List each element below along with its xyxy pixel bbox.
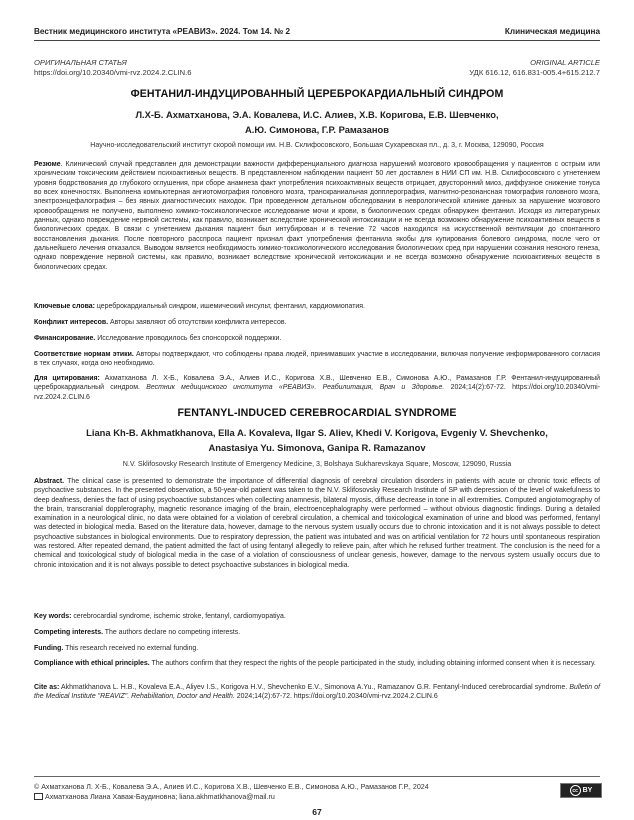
- copyright-text: © Ахматханова Л. Х-Б., Ковалева Э.А., Алиев И.С., Коригова Х.В., Шевченко Е.В., Симонова А.Ю., Рамазанов Г.Р., 2024: [34, 783, 429, 791]
- copyright-block: [34, 782, 504, 802]
- citation-ru-journal: Вестник медицинского института «РЕАВИЗ». Реабилитация, Врач и Здоровье.: [146, 384, 445, 392]
- conflict-ru-text: Авторы заявляют об отсутствии конфликта интересов.: [108, 319, 287, 326]
- header-divider: [34, 40, 600, 41]
- citation-en-journal: Bulletin of the Medical Institute "REAVIZ". Rehabilitation, Doctor and Health.: [34, 684, 600, 701]
- footer-divider: [34, 776, 600, 777]
- abstract-en-label: Abstract.: [34, 478, 65, 485]
- citation-ru-tail[interactable]: 2024;14(2):67-72. https://doi.org/10.20340/vmi-rvz.2024.2.CLIN.6: [34, 384, 600, 401]
- article-type-ru: ОРИГИНАЛЬНАЯ СТАТЬЯ: [34, 58, 127, 67]
- funding-ru-label: Финансирование.: [34, 335, 96, 342]
- doi-link[interactable]: https://doi.org/10.20340/vmi-rvz.2024.2.CLIN.6: [34, 68, 192, 77]
- conflict-ru: [34, 318, 600, 327]
- authors-ru-line1: Л.Х-Б. Ахматханова, Э.А. Ковалева, И.С. Алиев, Х.В. Коригова, Е.В. Шевченко,: [135, 109, 499, 120]
- cc-icon: cc: [570, 785, 581, 796]
- page-number: 67: [312, 807, 322, 817]
- cc-license-badge[interactable]: [560, 783, 602, 798]
- funding-en: [34, 644, 600, 653]
- ethics-en: [34, 659, 600, 668]
- authors-ru-line2: А.Ю. Симонова, Г.Р. Рамазанов: [245, 123, 389, 135]
- journal-issue: Вестник медицинского института «РЕАВИЗ». 2024. Том 14. № 2: [34, 27, 291, 36]
- article-meta: [34, 58, 600, 78]
- citation-ru-text: Ахматханова Л. Х-Б., Ковалева Э.А., Алиев И.С., Коригова Х.В., Шевченко Е.В., Симонова А.Ю., Рамазанов Г.Р. Фентанил-индуцированный цереброкардиальный синдром.: [34, 375, 601, 392]
- contact-text[interactable]: Ахматханова Лиана Хаваж-Баудиновна; liana.akhmatkhanova@mail.ru: [45, 793, 275, 801]
- mail-icon: [34, 793, 43, 800]
- running-header: [34, 27, 600, 36]
- conflict-en-label: Competing interests.: [34, 629, 103, 636]
- abstract-ru: [34, 160, 600, 272]
- funding-ru-text: Исследование проводилось без спонсорской поддержки.: [95, 335, 282, 342]
- abstract-en: [34, 477, 600, 570]
- keywords-ru-text: цереброкардиальный синдром, ишемический инсульт, фентанил, кардиомиопатия.: [94, 303, 365, 310]
- article-type-en: ORIGINAL ARTICLE: [530, 58, 600, 67]
- citation-en-label: Cite as:: [34, 684, 60, 691]
- authors-en-line1: Liana Kh-B. Akhmatkhanova, Ella A. Kovaleva, Ilgar S. Aliev, Khedi V. Korigova, Evgeniy V. Shevchenko,: [86, 427, 548, 438]
- citation-ru: [34, 374, 600, 402]
- keywords-en-label: Key words:: [34, 613, 72, 620]
- title-en: FENTANYL-INDUCED CEREBROCARDIAL SYNDROME: [177, 407, 457, 419]
- ethics-en-label: Compliance with ethical principles.: [34, 660, 150, 667]
- journal-section: Клиническая медицина: [504, 27, 600, 36]
- title-ru: ФЕНТАНИЛ-ИНДУЦИРОВАННЫЙ ЦЕРЕБРОКАРДИАЛЬНЫЙ СИНДРОМ: [130, 88, 504, 100]
- keywords-ru-label: Ключевые слова:: [34, 303, 95, 310]
- ethics-en-text: The authors confirm that they respect the rights of the people participated in the study, including obtaining informed consent when it is necessary.: [149, 660, 596, 667]
- citation-ru-label: Для цитирования:: [34, 375, 100, 382]
- ethics-ru: [34, 350, 600, 369]
- affiliation-ru: Научно-исследовательский институт скорой помощи им. Н.В. Склифосовского, Большая Сухаревская пл., д. 3, г. Москва, 129090, Россия: [90, 141, 544, 149]
- affiliation-en: N.V. Sklifosovsky Research Institute of Emergency Medicine, 3, Bolshaya Sukharevskaya Square, Moscow, 129090, Russia: [122, 460, 512, 468]
- authors-en: [60, 426, 574, 455]
- abstract-ru-label: Резюме: [34, 161, 61, 168]
- authors-en-line2: Anastasiya Yu. Simonova, Ganipa R. Ramazanov: [208, 441, 426, 453]
- contact-line: [34, 792, 504, 802]
- funding-ru: [34, 334, 600, 343]
- funding-en-text: This research received no external funding.: [63, 645, 199, 652]
- keywords-ru: [34, 302, 600, 311]
- keywords-en: [34, 612, 600, 621]
- abstract-ru-text: . Клинический случай представлен для демонстрации важности дифференциального диагноза нарушений мозгового кровообращения у пациентов с острым или хроническим токсическим действием психоактивных веществ. В представленном наблюдении пациент 50 лет доставлен в НИИ СП им. Н.В. Склифосовского с угнетением уровня бодрствования до глубокого оглушения, при сборе анамнеза факт употребления психоактивных веществ отрицает, двусторонний миоз, диффузное снижение тонуса во всех конечностях. Выполнена компьютерная ангиотомография головного мозга, транскраниальная допплерография, магнитно-резонансная томография головного мозга, электроэнцефалография – без явных диагностических находок. При проведенном детальном обследовании в неврологической клинике данных за нарушение мозгового кровообращения не получено, выполнено химико-токсикологическое исследование мочи и крови, в биологических средах обнаружен фентанил. Исходя из литературных данных, однако повреждение нервной системы, как правило, возникает вследствие хронической интоксикации и не всегда возможно обнаружение психоактивных веществ в биологических средах. В связи с угнетением дыхания пациент был интубирован и в течение 72 часов находился на искусственной вентиляции до спонтанного восстановления дыхания. После повторного расспроса пациент признал факт употребления фентанила якобы для купирования болевого синдрома, после чего от дальнейшего лечения отказался. Выводом является необходимость химико-токсикологического исследования биологических сред при нарушении сознания неясного генеза, однако повреждение нервной системы, как правило, возникает вследствие хронической интоксикации и не всегда возможно обнаружение психоактивных веществ в биологических средах.: [34, 161, 600, 271]
- citation-en-text: Akhmatkhanova L. H.B., Kovaleva E.A., Aliyev I.S., Korigova H.V., Shevchenko E.V., Simonova A.Yu., Ramazanov G.R. Fentanyl-Induced cerebrocardial syndrome.: [59, 684, 570, 691]
- cc-by-label: BY: [582, 787, 593, 794]
- citation-en: [34, 683, 600, 702]
- udk-code: УДК 616.12, 616.831-005.4+615.212.7: [469, 68, 600, 77]
- conflict-en-text: The authors declare no competing interests.: [103, 629, 241, 636]
- authors-ru: [60, 108, 574, 137]
- conflict-en: [34, 628, 600, 637]
- keywords-en-text: cerebrocardial syndrome, ischemic stroke, fentanyl, cardiomyopatiya.: [71, 613, 286, 620]
- funding-en-label: Funding.: [34, 645, 64, 652]
- abstract-en-text: The clinical case is presented to demonstrate the importance of differential diagnosis of cerebral circulation disorders in patients with acute or chronic toxic effects of psychoactive substances. In the presented observation, a 50-year-old patient was taken to the N.V. Sklifosovsky Research Institute of SP with depression of the level of wakefulness to deep deafness, denies the fact of using psychoactive substances when collecting anamnesis, bilateral myosis, diffuse decrease in tone in all extremities. Computed angiotomography of the brain, transcranial dopplerography, magnetic resonance imaging of the brain, electroencephalography were performed – without obvious diagnostic findings. During a detailed examination in a neurological clinic, no data were obtained for a violation of cerebral circulation, a chemical and toxicological examination of urine and blood was performed, fentanyl was detected in biological media. Based on the literature data, however, damage to the nervous system usually occurs due to chronic intoxication and it is not always possible to detect psychoactive substances in biological environments. Due to respiratory depression, the patient was intubated and was on artificial ventilation for 72 hours until spontaneous respiration was restored. After repeated demand, the patient admitted the fact of using fentanyl allegedly to relieve pain, after which he refused further treatment. The conclusion is the need for a chemical and toxicological study of biological media in the case of a violation of consciousness of unclear genesis, however, damage to the nervous system usually occurs due to chronic intoxication and it is not always possible to detect psychoactive substances in biological media.: [34, 478, 600, 569]
- conflict-ru-label: Конфликт интересов.: [34, 319, 109, 326]
- ethics-ru-text: Авторы подтверждают, что соблюдены права людей, принимавших участие в исследовании, включая получение информированного согласия в тех случаях, когда оно необходимо.: [34, 351, 600, 368]
- ethics-ru-label: Соответствие нормам этики.: [34, 351, 134, 358]
- citation-en-tail[interactable]: 2024;14(2):67-72. https://doi.org/10.20340/vmi-rvz.2024.2.CLIN.6: [234, 693, 438, 701]
